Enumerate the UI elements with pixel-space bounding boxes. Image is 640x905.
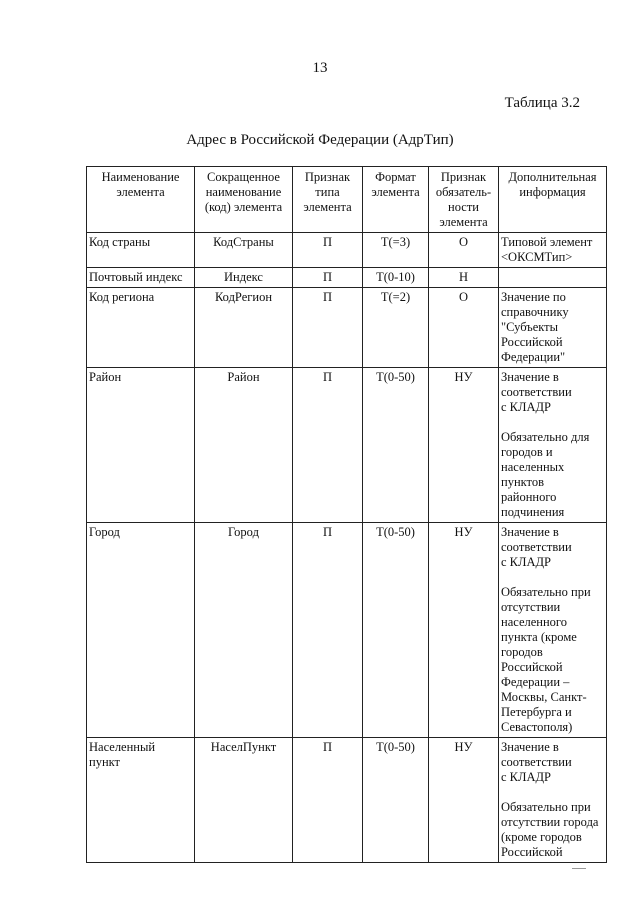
cell-format: Т(=2) <box>363 288 429 368</box>
cell-required: О <box>429 288 499 368</box>
cell-short: Город <box>195 523 293 738</box>
cell-type: П <box>293 523 363 738</box>
table-row <box>87 268 607 288</box>
cell-format: Т(0-10) <box>363 268 429 288</box>
cell-name: Населенный пункт <box>87 738 195 863</box>
cell-required: Н <box>429 268 499 288</box>
table-row <box>87 523 607 738</box>
cell-short: КодРегион <box>195 288 293 368</box>
cell-name: Код региона <box>87 288 195 368</box>
table-title: Адрес в Российской Федерации (АдрТип) <box>186 132 454 148</box>
header-required-flag: Признак обязатель- ности элемента <box>429 167 499 233</box>
cell-name: Почтовый индекс <box>87 268 195 288</box>
page-number: 13 <box>312 60 328 76</box>
cell-required: НУ <box>429 368 499 523</box>
cell-name: Город <box>87 523 195 738</box>
header-additional-info: Дополнительная информация <box>499 167 607 233</box>
table-row <box>87 368 607 523</box>
cell-info <box>499 268 607 288</box>
header-element-type: Признак типа элемента <box>293 167 363 233</box>
table-row <box>87 288 607 368</box>
footer-dash <box>572 868 586 869</box>
cell-type: П <box>293 288 363 368</box>
cell-required: НУ <box>429 738 499 863</box>
cell-name: Район <box>87 368 195 523</box>
cell-info: Значение в соответствии с КЛАДР Обязательно при отсутствии населенного пункта (кроме городов Российской Федерации – Москвы, Санкт- Петербурга и Севастополя) <box>499 523 607 738</box>
table-row <box>87 233 607 268</box>
header-element-format: Формат элемента <box>363 167 429 233</box>
cell-short: НаселПункт <box>195 738 293 863</box>
table-row <box>87 738 607 863</box>
cell-format: Т(=3) <box>363 233 429 268</box>
address-spec-table <box>86 166 607 863</box>
cell-short: Индекс <box>195 268 293 288</box>
cell-info: Типовой элемент <ОКСМТип> <box>499 233 607 268</box>
cell-format: Т(0-50) <box>363 368 429 523</box>
header-element-name: Наименование элемента <box>87 167 195 233</box>
cell-info: Значение в соответствии с КЛАДР Обязательно при отсутствии города (кроме городов Российской <box>499 738 607 863</box>
table-label: Таблица 3.2 <box>504 95 580 111</box>
cell-name: Код страны <box>87 233 195 268</box>
cell-format: Т(0-50) <box>363 523 429 738</box>
cell-short: КодСтраны <box>195 233 293 268</box>
cell-short: Район <box>195 368 293 523</box>
header-short-name: Сокращенное наименование (код) элемента <box>195 167 293 233</box>
cell-required: О <box>429 233 499 268</box>
cell-type: П <box>293 268 363 288</box>
cell-info: Значение по справочнику "Субъекты Российской Федерации" <box>499 288 607 368</box>
cell-required: НУ <box>429 523 499 738</box>
cell-format: Т(0-50) <box>363 738 429 863</box>
table-header-row <box>87 167 607 233</box>
cell-type: П <box>293 368 363 523</box>
cell-info: Значение в соответствии с КЛАДР Обязательно для городов и населенных пунктов районного подчинения <box>499 368 607 523</box>
cell-type: П <box>293 738 363 863</box>
cell-type: П <box>293 233 363 268</box>
